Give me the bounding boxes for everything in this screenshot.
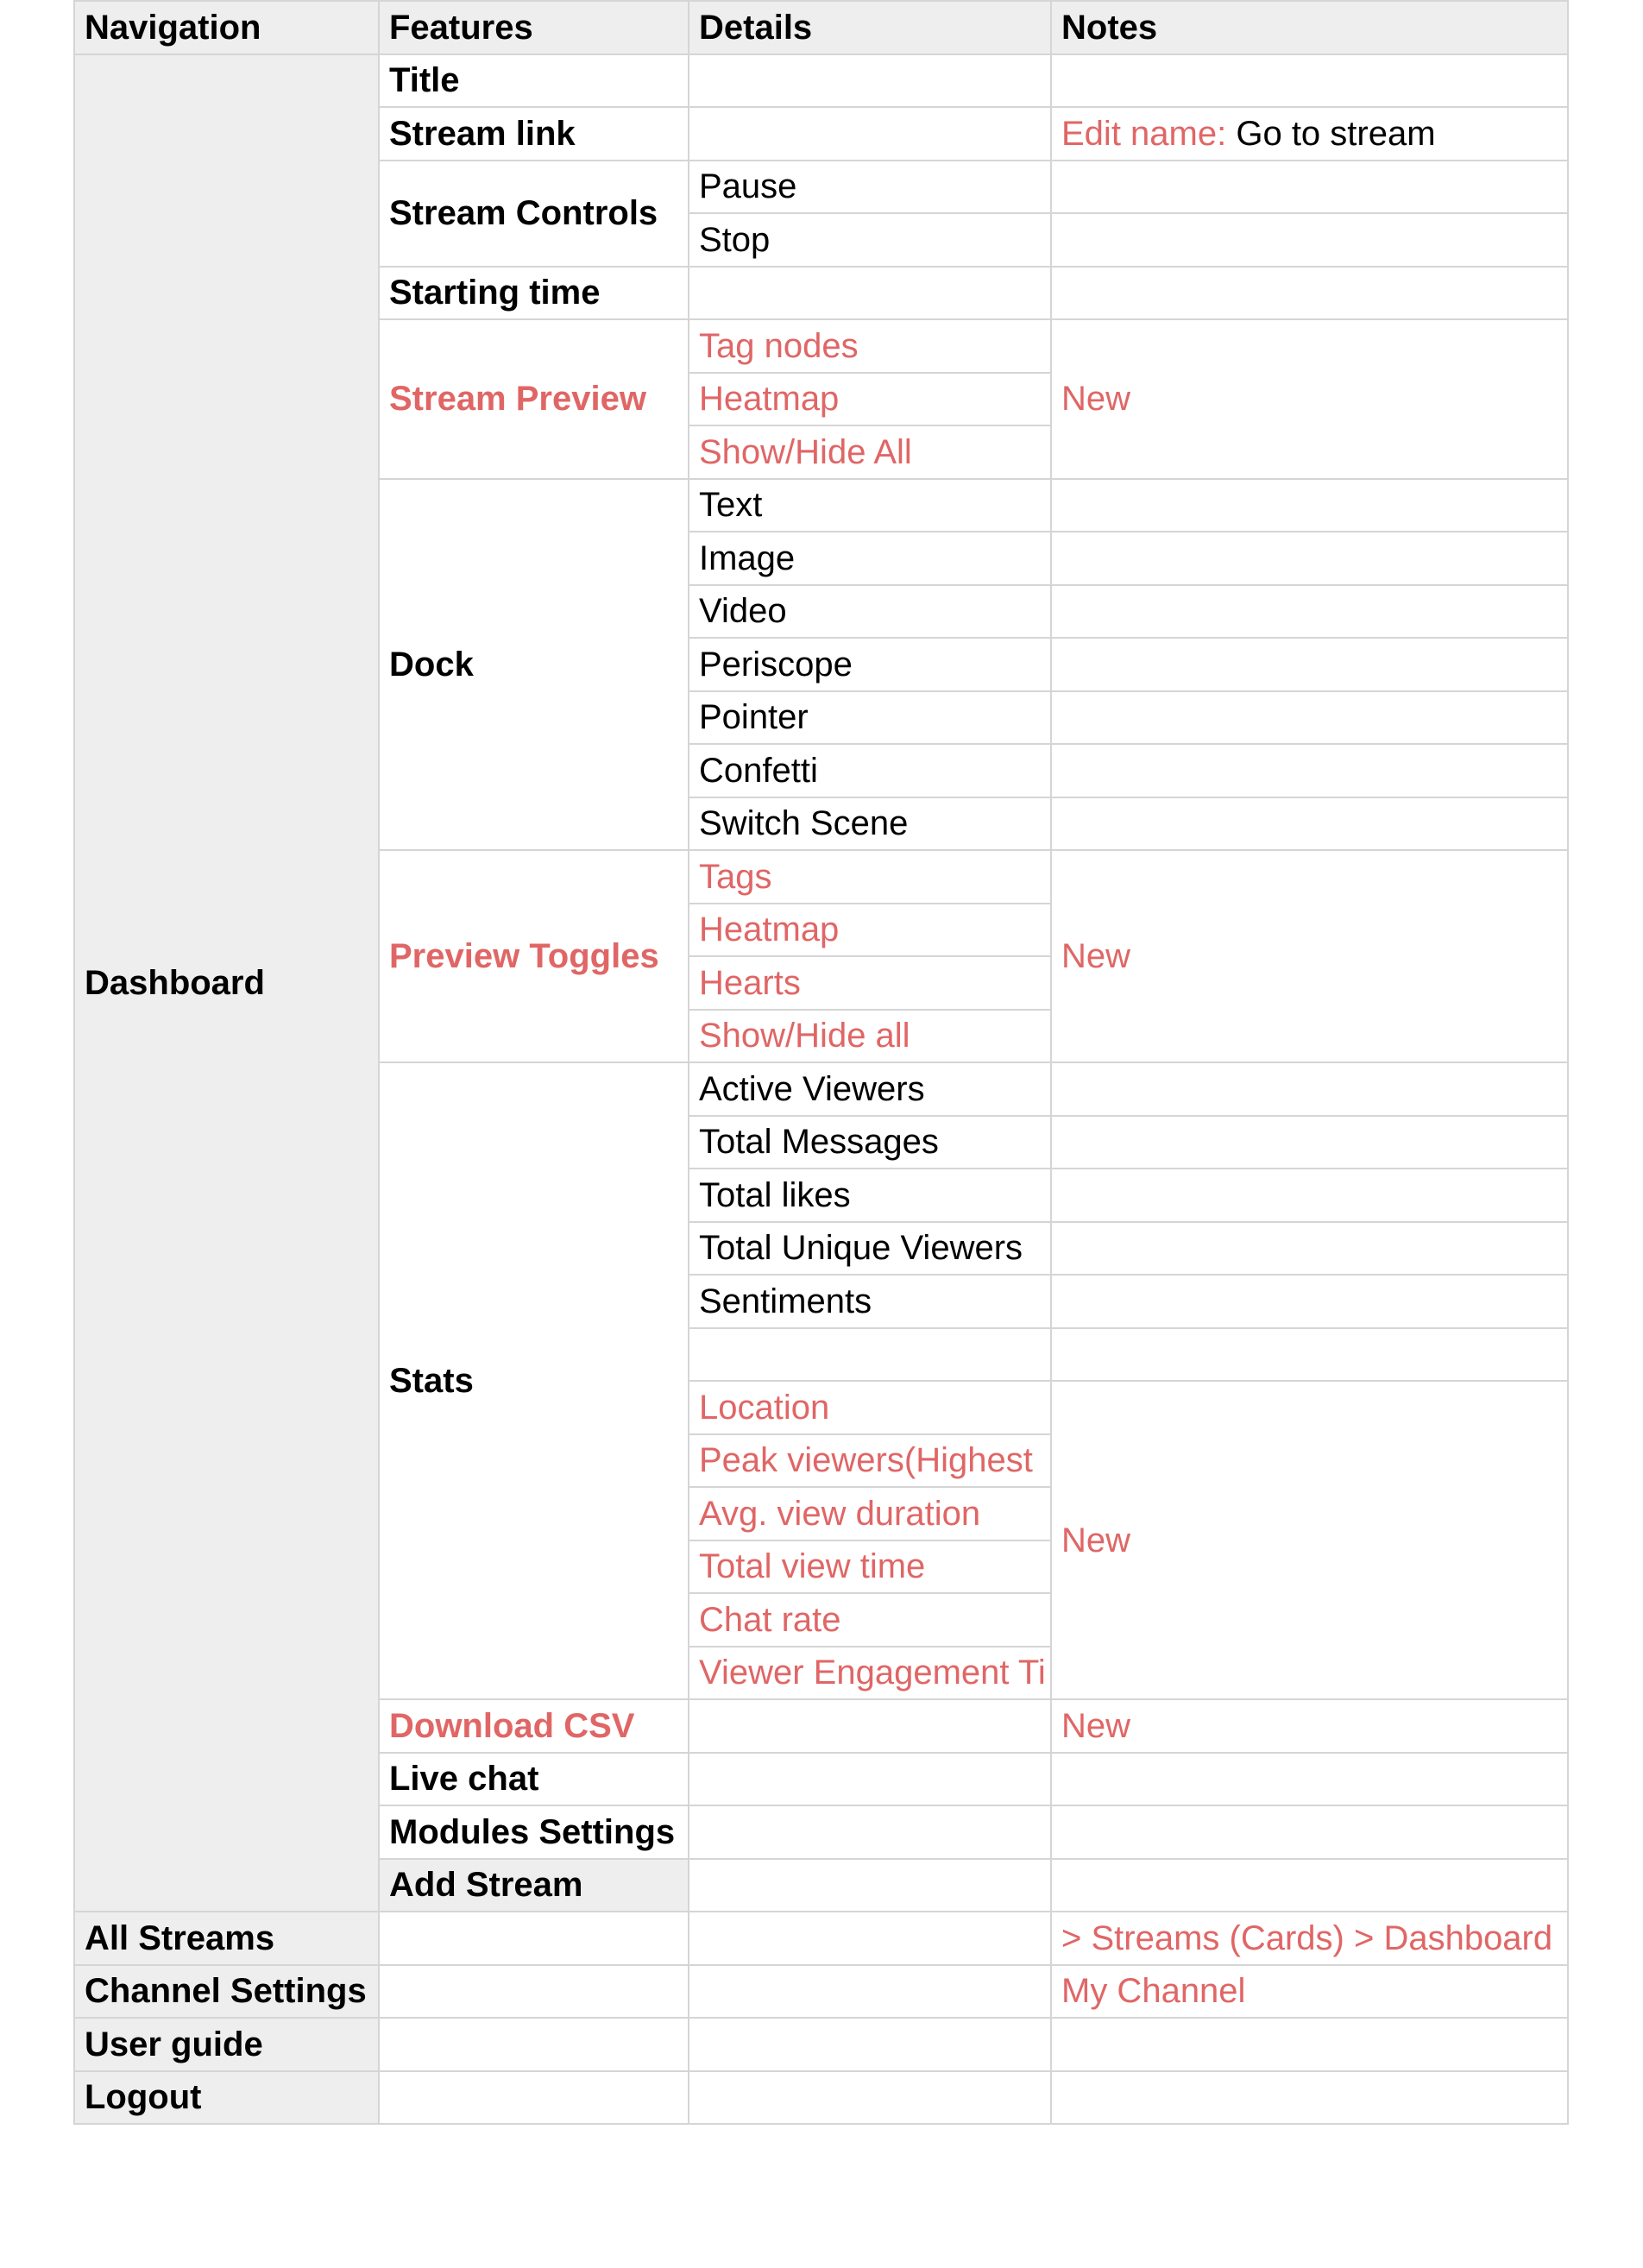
note-cell — [1051, 1275, 1568, 1328]
feature-table — [73, 0, 1569, 2125]
detail-video: Video — [689, 585, 1051, 639]
detail-periscope: Periscope — [689, 638, 1051, 691]
header-notes: Notes — [1051, 1, 1568, 54]
table-row — [74, 2018, 1568, 2071]
note-cell — [1051, 1169, 1568, 1222]
note-go-to-stream: Go to stream — [1236, 114, 1436, 153]
detail-cell — [689, 1699, 1051, 1753]
detail-total-likes: Total likes — [689, 1169, 1051, 1222]
nav-user-guide: User guide — [74, 2018, 379, 2071]
detail-cell — [689, 1753, 1051, 1806]
note-cell — [1051, 1805, 1568, 1859]
note-stream-link — [1051, 107, 1568, 161]
detail-total-view-time: Total view time — [689, 1540, 1051, 1594]
feature-download-csv: Download CSV — [379, 1699, 689, 1753]
note-preview-toggles-new: New — [1051, 850, 1568, 1062]
nav-add-stream: Add Stream — [379, 1859, 689, 1912]
detail-cell-empty — [689, 1328, 1051, 1382]
detail-peak-viewers: Peak viewers(Highest — [689, 1434, 1051, 1488]
nav-logout: Logout — [74, 2071, 379, 2125]
note-streams-path: > Streams (Cards) > Dashboard — [1051, 1912, 1568, 1965]
note-cell — [1051, 267, 1568, 320]
detail-stop: Stop — [689, 213, 1051, 267]
note-stream-preview-new: New — [1051, 319, 1568, 479]
table-row — [74, 54, 1568, 108]
feature-title: Title — [379, 54, 689, 108]
detail-cell — [689, 1912, 1051, 1965]
header-row — [74, 1, 1568, 54]
feature-cell — [379, 1965, 689, 2019]
detail-cell — [689, 107, 1051, 161]
note-edit-name-label: Edit name: — [1061, 114, 1227, 153]
feature-stats: Stats — [379, 1062, 689, 1699]
nav-all-streams: All Streams — [74, 1912, 379, 1965]
feature-cell — [379, 2018, 689, 2071]
detail-tag-nodes: Tag nodes — [689, 319, 1051, 373]
detail-cell — [689, 54, 1051, 108]
note-download-csv-new: New — [1051, 1699, 1568, 1753]
detail-active-viewers: Active Viewers — [689, 1062, 1051, 1116]
note-my-channel: My Channel — [1051, 1965, 1568, 2019]
detail-cell — [689, 2018, 1051, 2071]
note-stats-new: New — [1051, 1381, 1568, 1699]
note-cell — [1051, 1116, 1568, 1169]
detail-show-hide-all-toggle: Show/Hide all — [689, 1010, 1051, 1063]
detail-heatmap-toggle: Heatmap — [689, 904, 1051, 957]
feature-stream-controls: Stream Controls — [379, 161, 689, 267]
detail-text: Text — [689, 479, 1051, 532]
nav-dashboard: Dashboard — [74, 54, 379, 1912]
note-cell — [1051, 1753, 1568, 1806]
detail-pointer: Pointer — [689, 691, 1051, 745]
table-row — [74, 2071, 1568, 2125]
note-cell — [1051, 585, 1568, 639]
detail-tags: Tags — [689, 850, 1051, 904]
note-cell — [1051, 638, 1568, 691]
detail-total-unique-viewers: Total Unique Viewers — [689, 1222, 1051, 1276]
note-cell — [1051, 213, 1568, 267]
note-cell — [1051, 2018, 1568, 2071]
note-cell — [1051, 1062, 1568, 1116]
detail-cell — [689, 2071, 1051, 2125]
header-navigation: Navigation — [74, 1, 379, 54]
detail-cell — [689, 1965, 1051, 2019]
note-cell — [1051, 2071, 1568, 2125]
note-cell — [1051, 744, 1568, 797]
detail-switch-scene: Switch Scene — [689, 797, 1051, 851]
detail-viewer-engagement: Viewer Engagement Ti — [689, 1647, 1051, 1700]
note-cell — [1051, 1222, 1568, 1276]
detail-show-hide-all: Show/Hide All — [689, 425, 1051, 479]
note-cell — [1051, 691, 1568, 745]
detail-avg-view-duration: Avg. view duration — [689, 1487, 1051, 1540]
feature-cell — [379, 2071, 689, 2125]
note-cell — [1051, 1328, 1568, 1382]
header-features: Features — [379, 1, 689, 54]
header-details: Details — [689, 1, 1051, 54]
note-cell — [1051, 479, 1568, 532]
note-cell — [1051, 797, 1568, 851]
detail-cell — [689, 267, 1051, 320]
detail-hearts: Hearts — [689, 956, 1051, 1010]
feature-starting-time: Starting time — [379, 267, 689, 320]
detail-confetti: Confetti — [689, 744, 1051, 797]
feature-stream-link: Stream link — [379, 107, 689, 161]
table-row — [74, 1965, 1568, 2019]
feature-modules-settings: Modules Settings — [379, 1805, 689, 1859]
note-cell — [1051, 161, 1568, 214]
detail-sentiments: Sentiments — [689, 1275, 1051, 1328]
detail-cell — [689, 1805, 1051, 1859]
nav-channel-settings: Channel Settings — [74, 1965, 379, 2019]
table-row — [74, 1912, 1568, 1965]
detail-total-messages: Total Messages — [689, 1116, 1051, 1169]
detail-cell — [1051, 1859, 1568, 1912]
detail-pause: Pause — [689, 161, 1051, 214]
feature-cell — [689, 1859, 1051, 1912]
feature-preview-toggles: Preview Toggles — [379, 850, 689, 1062]
feature-cell — [379, 1912, 689, 1965]
detail-heatmap: Heatmap — [689, 373, 1051, 426]
feature-live-chat: Live chat — [379, 1753, 689, 1806]
feature-stream-preview: Stream Preview — [379, 319, 689, 479]
detail-chat-rate: Chat rate — [689, 1593, 1051, 1647]
detail-image: Image — [689, 532, 1051, 585]
note-cell — [1051, 54, 1568, 108]
detail-location: Location — [689, 1381, 1051, 1434]
note-cell — [1051, 532, 1568, 585]
feature-dock: Dock — [379, 479, 689, 851]
